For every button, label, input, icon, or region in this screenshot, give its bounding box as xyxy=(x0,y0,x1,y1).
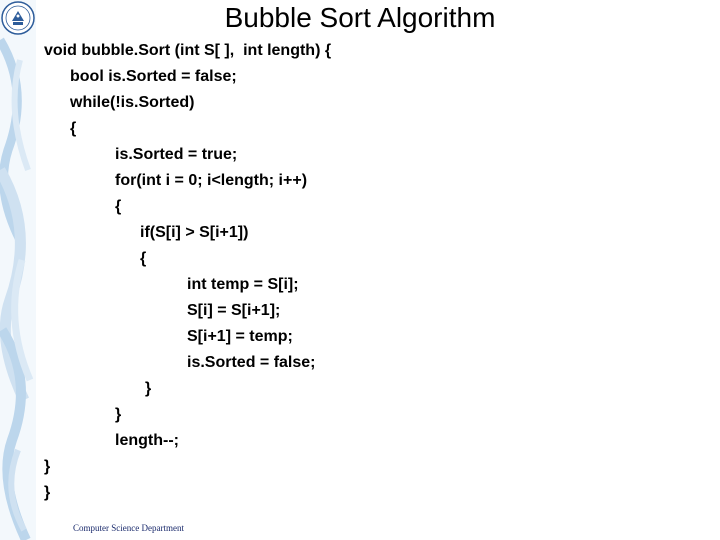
code-line: void bubble.Sort (int S[ ], int length) { xyxy=(44,42,332,59)
code-line: } xyxy=(145,380,152,397)
code-line: } xyxy=(44,484,51,501)
side-band-graphic xyxy=(0,0,36,540)
footer-department: Computer Science Department xyxy=(73,523,184,533)
code-line: if(S[i] > S[i+1]) xyxy=(140,224,249,241)
code-line: } xyxy=(44,458,51,475)
code-line: is.Sorted = false; xyxy=(187,354,316,371)
code-line: S[i] = S[i+1]; xyxy=(187,302,281,319)
code-line: } xyxy=(115,406,122,423)
code-line: length--; xyxy=(115,432,179,449)
code-line: bool is.Sorted = false; xyxy=(70,68,237,85)
slide-title: Bubble Sort Algorithm xyxy=(224,2,496,33)
university-seal-logo xyxy=(1,1,35,35)
decorative-side-band xyxy=(0,0,36,540)
code-line: is.Sorted = true; xyxy=(115,146,238,163)
code-line: for(int i = 0; i<length; i++) xyxy=(115,172,308,189)
code-line: { xyxy=(115,198,122,215)
code-line: int temp = S[i]; xyxy=(187,276,299,293)
code-line: S[i+1] = temp; xyxy=(187,328,293,345)
code-line: { xyxy=(70,120,77,137)
code-line: { xyxy=(140,250,147,267)
code-line: while(!is.Sorted) xyxy=(70,94,195,111)
